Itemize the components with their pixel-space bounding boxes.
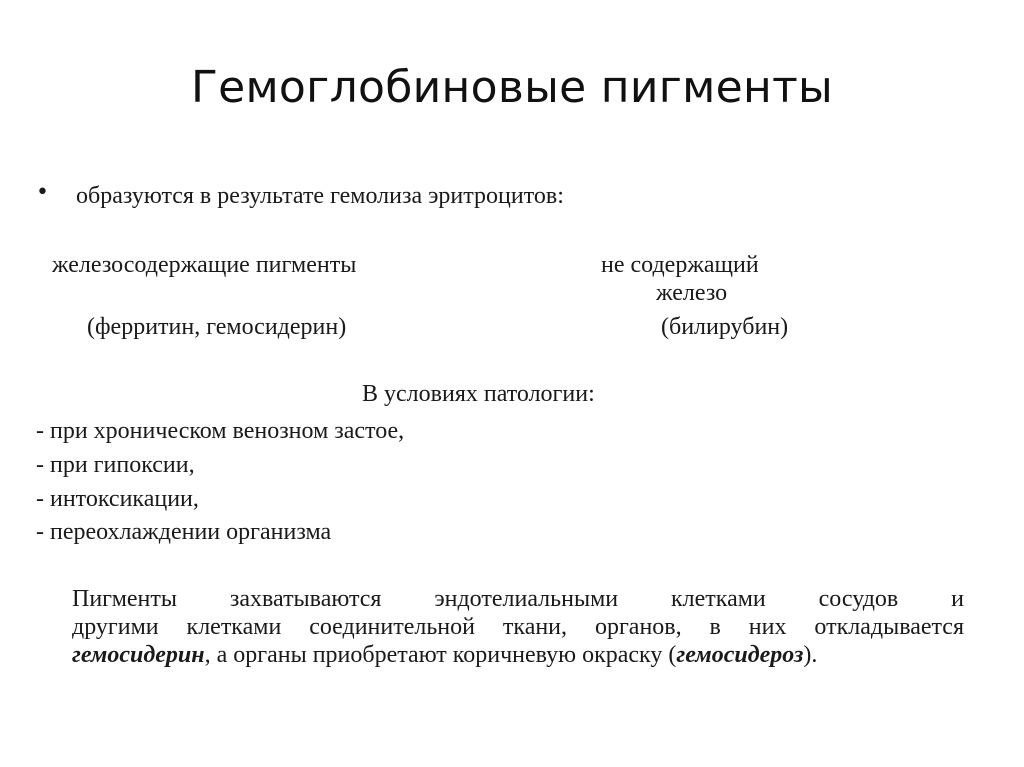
right-column-examples: (билирубин) — [661, 314, 789, 340]
bullet-text: образуются в результате гемолиза эритроцитов: — [76, 183, 564, 209]
paragraph-text: ). — [803, 642, 818, 668]
condition-item: - интоксикации, — [36, 486, 199, 512]
left-column-examples: (ферритин, гемосидерин) — [87, 314, 347, 340]
paragraph-line: другими клетками соединительной ткани, органов, в них откладывается — [72, 614, 964, 640]
paragraph-text: , а органы приобретают коричневую окраску ( — [204, 642, 677, 668]
paragraph-line — [72, 641, 964, 669]
right-column-heading-line1: не содержащий — [601, 252, 759, 278]
left-column-heading: железосодержащие пигменты — [52, 252, 357, 278]
paragraph-line: Пигменты захватываются эндотелиальными клетками сосудов и — [72, 586, 964, 612]
conditions-heading: В условиях патологии: — [362, 381, 595, 407]
slide-title: Гемоглобиновые пигменты — [190, 62, 834, 113]
hemosiderosis-term: гемосидероз — [676, 642, 804, 668]
description-paragraph — [72, 585, 964, 669]
condition-item: - при гипоксии, — [36, 452, 195, 478]
bullet-icon: • — [36, 180, 49, 205]
condition-item: - переохлаждении организма — [36, 519, 332, 545]
condition-item: - при хроническом венозном застое, — [36, 418, 405, 444]
hemosiderin-term: гемосидерин — [72, 642, 205, 668]
right-column-heading-line2: железо — [656, 280, 728, 306]
